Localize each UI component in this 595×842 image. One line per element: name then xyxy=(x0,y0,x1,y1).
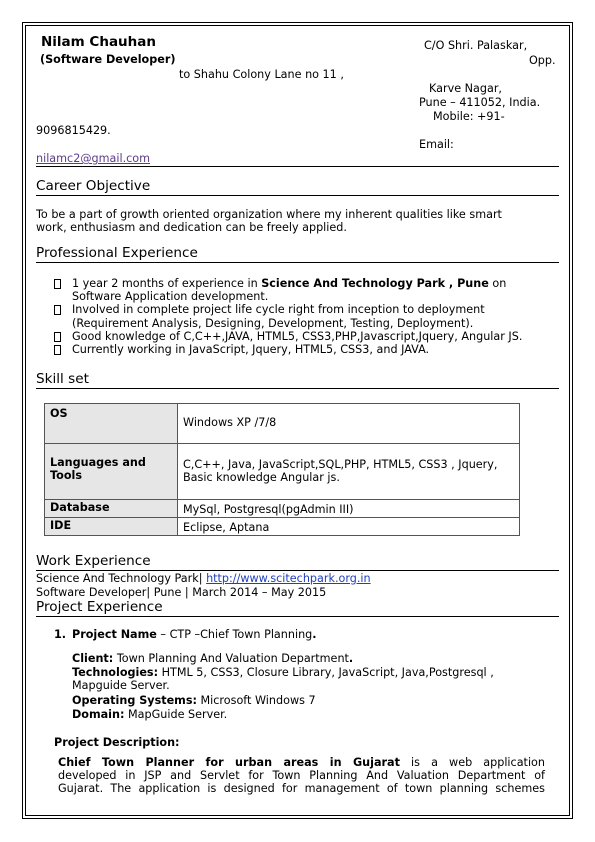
address-line-5: Pune – 411052, India. xyxy=(419,96,541,109)
list-item: Involved in complete project life cycle right from inception to deployment (Requirement Analysis, Designing, Development, Testing, Deployment). xyxy=(54,303,559,329)
career-objective-heading: Career Objective xyxy=(36,178,559,196)
candidate-role: (Software Developer) xyxy=(40,53,176,66)
project-description-label: Project Description: xyxy=(54,736,180,749)
bullet-icon xyxy=(54,345,61,355)
project-name: Project Name – CTP –Chief Town Planning. xyxy=(72,628,317,641)
skill-value: Windows XP /7/8 xyxy=(178,404,520,444)
project-client: Client: Town Planning And Valuation Department. xyxy=(72,652,354,665)
list-item: Currently working in JavaScript, Jquery, HTML5, CSS3, and JAVA. xyxy=(54,343,559,356)
mobile-number: 9096815429. xyxy=(36,124,111,137)
skill-key: Database xyxy=(45,500,178,518)
project-operating-systems: Operating Systems: Microsoft Windows 7 xyxy=(72,694,316,707)
career-line-1: To be a part of growth oriented organization where my inherent qualities like smart xyxy=(36,208,502,221)
career-line-2: work, enthusiasm and dedication can be freely applied. xyxy=(36,221,347,235)
company-website-link[interactable]: http://www.scitechpark.org.in xyxy=(206,572,371,585)
bullet-icon xyxy=(54,332,61,342)
professional-experience-heading: Professional Experience xyxy=(36,245,559,263)
address-line-1: C/O Shri. Palaskar, xyxy=(424,39,528,52)
work-role: Software Developer| Pune | March 2014 – May 2015 xyxy=(36,586,327,599)
address-line-3: to Shahu Colony Lane no 11 , xyxy=(179,68,344,81)
skill-value: C,C++, Java, JavaScript,SQL,PHP, HTML5, CSS3 , Jquery, Basic knowledge Angular js. xyxy=(178,444,520,500)
bullet-icon xyxy=(54,279,61,289)
email-label: Email: xyxy=(419,138,454,151)
project-description: Chief Town Planner for urban areas in Gujarat is a web application developed in JSP and Servlet for Town Planning And Valuation Department of Gujarat. The application is designed for management of town planning schemes xyxy=(58,756,545,796)
project-experience-heading: Project Experience xyxy=(36,599,559,617)
mobile-label: Mobile: +91- xyxy=(433,110,505,123)
skill-value: MySql, Postgresql(pgAdmin III) xyxy=(178,500,520,518)
skill-key: IDE xyxy=(45,518,178,536)
table-row xyxy=(45,444,520,500)
address-line-2: Opp. xyxy=(529,54,556,67)
skill-set-heading: Skill set xyxy=(36,371,559,389)
project-technologies: Technologies: HTML 5, CSS3, Closure Library, JavaScript, Java,Postgresql , Mapguide Server. xyxy=(72,666,494,693)
table-row xyxy=(45,518,520,536)
work-company: Science And Technology Park| http://www.scitechpark.org.in xyxy=(36,572,371,585)
candidate-name: Nilam Chauhan xyxy=(41,34,157,50)
header-divider xyxy=(36,166,559,167)
career-objective-text xyxy=(36,208,556,234)
table-row xyxy=(45,500,520,518)
list-item: Good knowledge of C,C++,JAVA, HTML5, CSS3,PHP,Javascript,Jquery, Angular JS. xyxy=(54,330,559,343)
project-number: 1. xyxy=(54,628,67,641)
professional-list xyxy=(54,277,559,356)
list-item: 1 year 2 months of experience in Science And Technology Park , Pune on Software Application development. xyxy=(54,277,559,303)
address-line-4: Karve Nagar, xyxy=(429,82,502,95)
skills-table xyxy=(44,403,520,536)
skill-value: Eclipse, Aptana xyxy=(178,518,520,536)
table-row xyxy=(45,404,520,444)
skill-key: Languages and Tools xyxy=(45,444,178,500)
email-link[interactable]: nilamc2@gmail.com xyxy=(36,152,151,165)
work-experience-heading: Work Experience xyxy=(36,553,559,571)
project-domain: Domain: MapGuide Server. xyxy=(72,708,228,721)
bullet-icon xyxy=(54,305,61,315)
skill-key: OS xyxy=(45,404,178,444)
